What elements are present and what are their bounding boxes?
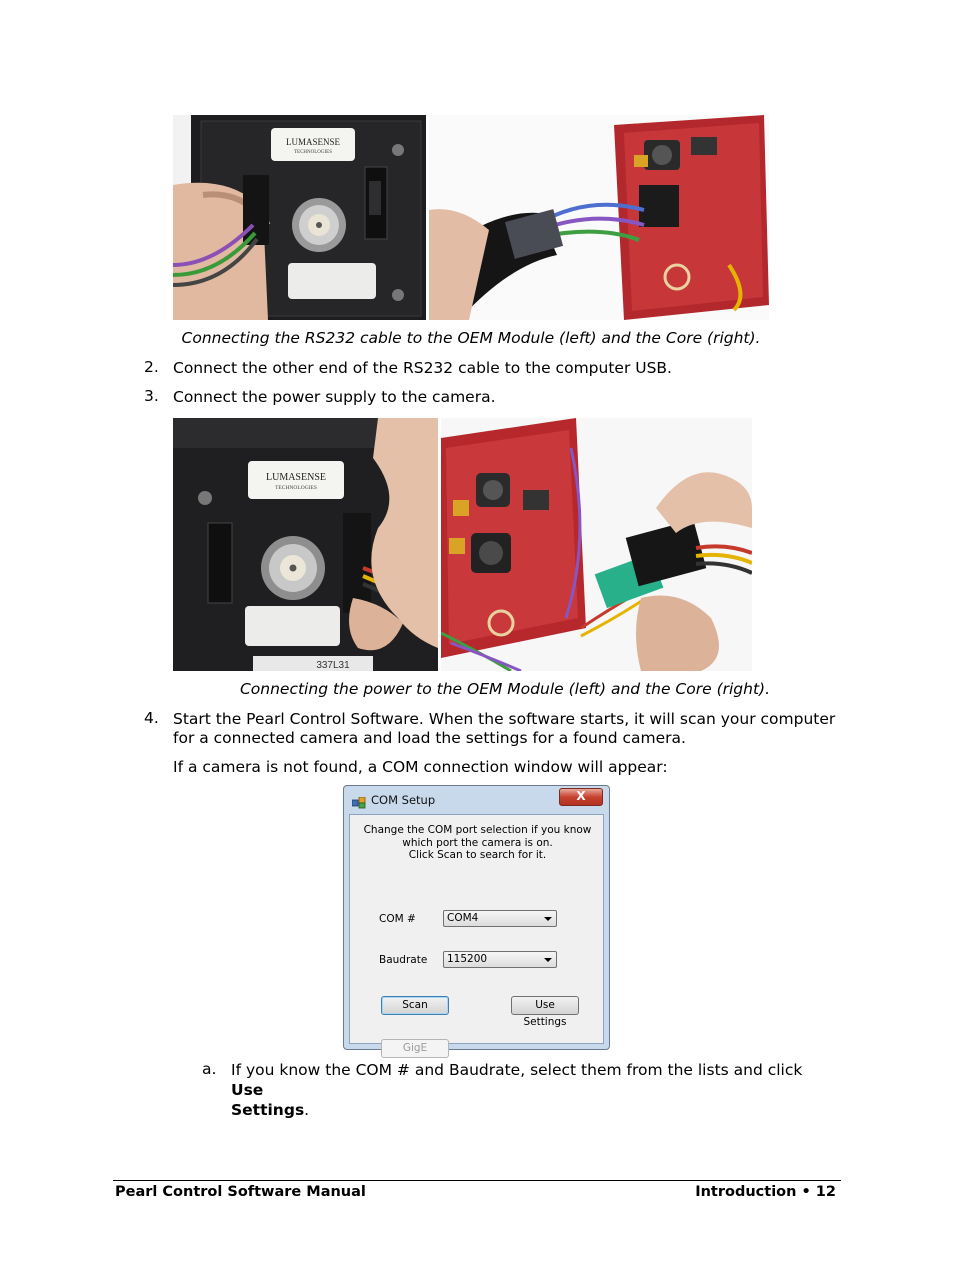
step-2-text: Connect the other end of the RS232 cable to the computer USB. xyxy=(173,359,672,377)
figure-1-caption: Connecting the RS232 cable to the OEM Module (left) and the Core (right). xyxy=(181,329,761,347)
module-label-text: 337L31 xyxy=(316,660,350,671)
baudrate-value: 115200 xyxy=(447,953,488,965)
dialog-body xyxy=(349,814,604,1054)
oem-module-rs232-photo xyxy=(173,115,426,320)
step-4-text-line1: Start the Pearl Control Software. When the software starts, it will scan your computer xyxy=(173,710,836,728)
footer-page-info: Introduction • 12 xyxy=(695,1184,836,1200)
step-4-number: 4. xyxy=(144,709,159,727)
svg-text:TECHNOLOGIES: TECHNOLOGIES xyxy=(275,485,317,491)
com-port-value: COM4 xyxy=(447,912,479,924)
dialog-message: Change the COM port selection if you know which port the camera is on. Click Scan to search for it. xyxy=(363,824,592,861)
com-port-select[interactable] xyxy=(443,910,557,927)
step-3-number: 3. xyxy=(144,387,159,405)
step-4-text-line2: for a connected camera and load the settings for a found camera. xyxy=(173,729,686,747)
lumasense-logo-text: LUMASENSE xyxy=(285,137,341,147)
scan-button[interactable]: Scan xyxy=(381,996,449,1015)
baudrate-select[interactable] xyxy=(443,951,557,968)
close-icon: X xyxy=(576,789,586,803)
footer-rule xyxy=(113,1180,841,1181)
use-settings-bold: Use xyxy=(231,1081,264,1099)
substep-a-letter: a. xyxy=(202,1060,217,1078)
chevron-down-icon xyxy=(544,917,552,921)
step-4-followup: If a camera is not found, a COM connection window will appear: xyxy=(173,758,668,776)
com-port-label: COM # xyxy=(379,913,416,925)
oem-module-power-photo xyxy=(173,418,438,671)
core-power-photo xyxy=(441,418,752,671)
core-rs232-photo xyxy=(429,115,769,320)
baudrate-label: Baudrate xyxy=(379,954,428,966)
gige-button[interactable]: GigE xyxy=(381,1039,449,1058)
figure-2-caption: Connecting the power to the OEM Module (left) and the Core (right). xyxy=(239,680,771,698)
close-button[interactable] xyxy=(559,788,603,806)
dialog-title: COM Setup xyxy=(371,793,436,807)
use-settings-button[interactable]: Use Settings xyxy=(511,996,579,1015)
settings-bold: Settings xyxy=(231,1101,305,1119)
window-app-icon xyxy=(352,794,366,806)
step-2-number: 2. xyxy=(144,358,159,376)
chevron-down-icon xyxy=(544,958,552,962)
svg-text:TECHNOLOGIES: TECHNOLOGIES xyxy=(293,150,333,155)
footer-manual-title: Pearl Control Software Manual xyxy=(115,1184,366,1200)
step-3-text: Connect the power supply to the camera. xyxy=(173,388,496,406)
com-setup-dialog xyxy=(343,785,610,1054)
lumasense-logo-text-2: LUMASENSE xyxy=(265,472,327,483)
substep-a-text: If you know the COM # and Baudrate, select them from the lists and click Use Settings. xyxy=(231,1061,803,1119)
